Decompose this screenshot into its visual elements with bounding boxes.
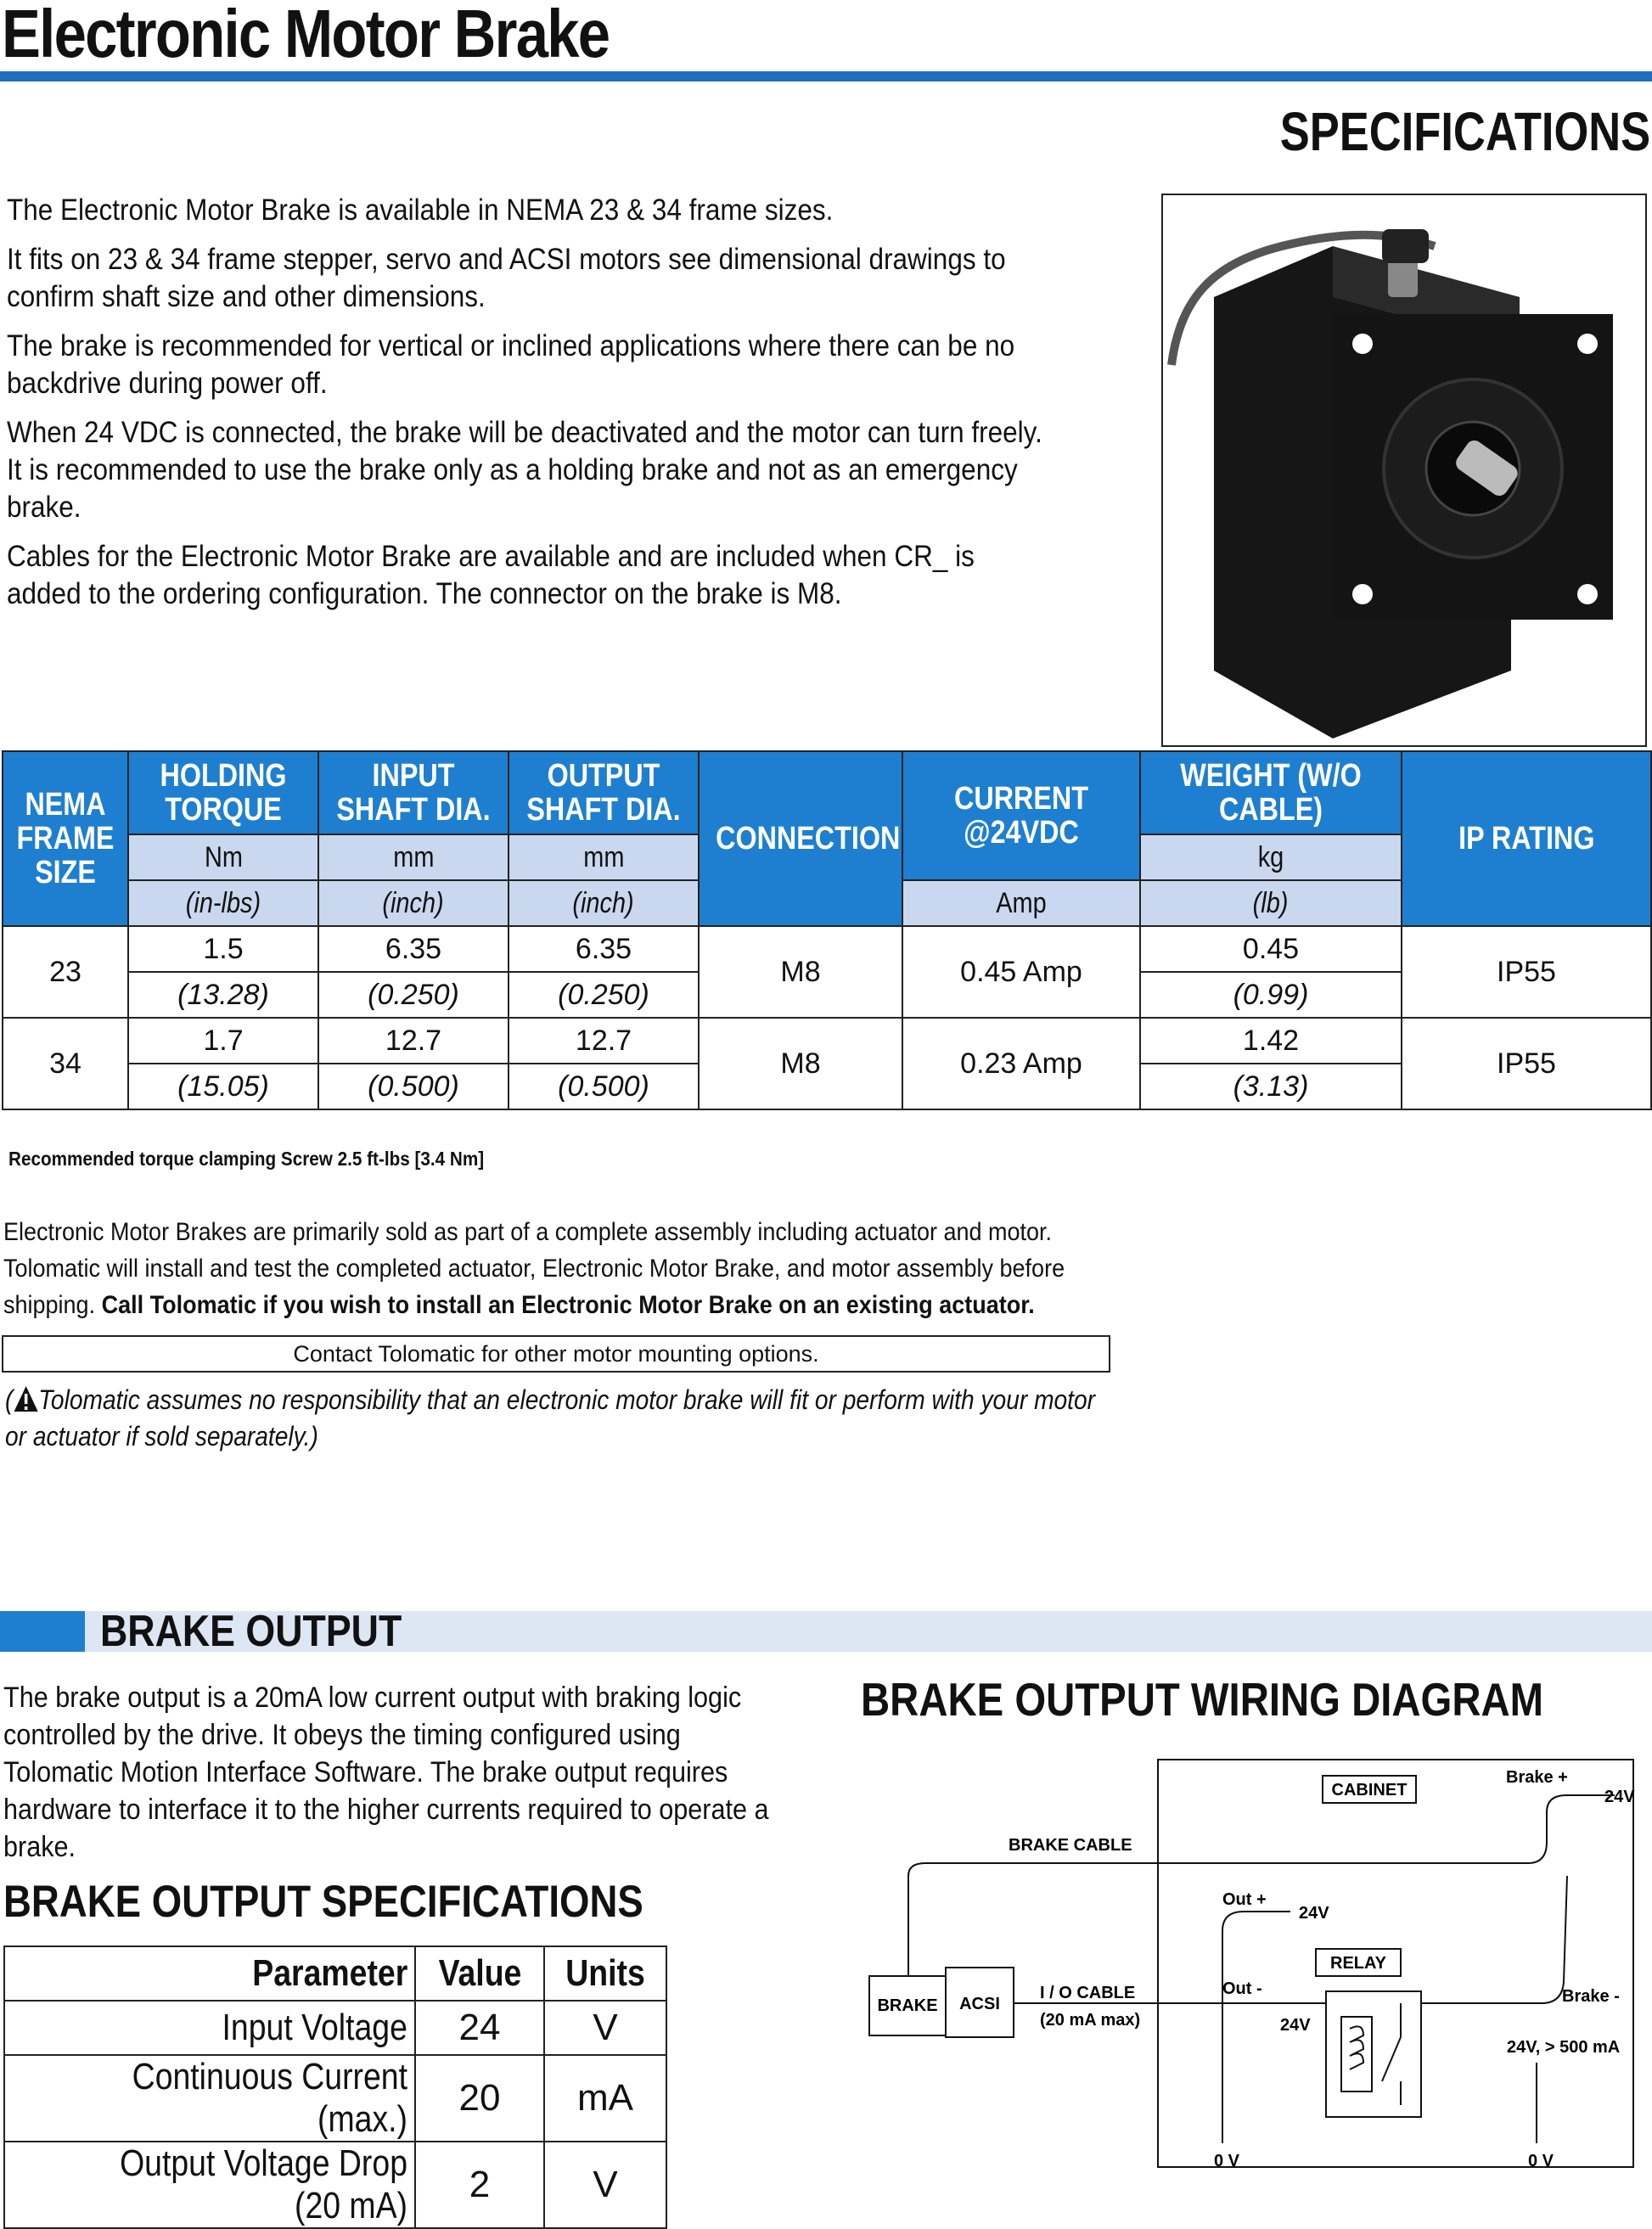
cell-weight: 1.42 bbox=[1140, 1018, 1402, 1064]
table-row bbox=[4, 2001, 666, 2055]
section-heading: SPECIFICATIONS bbox=[1279, 101, 1650, 162]
warning-icon bbox=[13, 1384, 38, 1415]
unit-input-imperial: (inch) bbox=[318, 880, 509, 926]
v24-coil-label: 24V bbox=[1280, 2016, 1311, 2035]
intro-paragraph: Cables for the Electronic Motor Brake are available and are included when CR_ is added to the ordering configuration. The connector on the brake is M8. bbox=[7, 540, 975, 610]
cell-value: 24 bbox=[415, 2001, 544, 2055]
cell-torque-imperial: (13.28) bbox=[128, 972, 318, 1018]
cell-input: 12.7 bbox=[318, 1018, 509, 1064]
cell-weight-imperial: (3.13) bbox=[1140, 1064, 1402, 1109]
header-connection: CONNECTION bbox=[699, 751, 902, 926]
table-row bbox=[4, 2142, 666, 2228]
header-units: Units bbox=[544, 1946, 666, 2001]
disclaimer-text: Tolomatic assumes no responsibility that an electronic motor brake will fit or perform with your motor or actuator if sold separately.) bbox=[5, 1384, 1096, 1451]
wiring-diagram bbox=[857, 1749, 1652, 2172]
intro-paragraph: The Electronic Motor Brake is available in NEMA 23 & 34 frame sizes. bbox=[7, 194, 834, 227]
cell-output: 12.7 bbox=[509, 1018, 699, 1064]
header-input-shaft: INPUT SHAFT DIA. bbox=[318, 751, 509, 834]
header-ip-rating: IP RATING bbox=[1402, 751, 1651, 926]
cell-input-imperial: (0.500) bbox=[318, 1064, 509, 1109]
unit-torque-imperial: (in-lbs) bbox=[128, 880, 318, 926]
unit-current: Amp bbox=[902, 880, 1140, 926]
io-cable-note: (20 mA max) bbox=[1040, 2011, 1141, 2030]
header-parameter: Parameter bbox=[4, 1946, 415, 2001]
cell-units: V bbox=[544, 2001, 666, 2055]
disclaimer bbox=[5, 1382, 1096, 1455]
cell-frame: 23 bbox=[3, 926, 128, 1018]
cell-connection: M8 bbox=[699, 1018, 902, 1109]
unit-output-imperial: (inch) bbox=[509, 880, 699, 926]
header-value: Value bbox=[415, 1946, 544, 2001]
cell-frame: 34 bbox=[3, 1018, 128, 1109]
cell-parameter: Input Voltage bbox=[4, 2001, 415, 2055]
header-output-shaft: OUTPUT SHAFT DIA. bbox=[509, 751, 699, 834]
intro-paragraph: When 24 VDC is connected, the brake will be deactivated and the motor can turn freely. It is recommended to use the brake only as a holding brake and not as an emergency brake. bbox=[7, 416, 1042, 524]
cell-weight: 0.45 bbox=[1140, 926, 1402, 972]
cell-connection: M8 bbox=[699, 926, 902, 1018]
cell-output: 6.35 bbox=[509, 926, 699, 972]
relay-box bbox=[1326, 1991, 1421, 2117]
intro-paragraph: It fits on 23 & 34 frame stepper, servo and ACSI motors see dimensional drawings to confirm shaft size and other dimensions. bbox=[7, 243, 1006, 313]
brake-minus-label: Brake - bbox=[1562, 1987, 1620, 2006]
brake-plus-label: Brake + bbox=[1506, 1768, 1568, 1787]
cell-input: 6.35 bbox=[318, 926, 509, 972]
cell-input-imperial: (0.250) bbox=[318, 972, 509, 1018]
cabinet-label: CABINET bbox=[1331, 1781, 1408, 1799]
cell-current: 0.23 Amp bbox=[902, 1018, 1140, 1109]
zero-v-right-label: 0 V bbox=[1528, 2152, 1554, 2170]
header-current: CURRENT @24VDC bbox=[902, 751, 1140, 880]
brake-output-band-marker bbox=[0, 1611, 85, 1652]
unit-weight-imperial: (lb) bbox=[1140, 880, 1402, 926]
brake-output-spec-heading: BRAKE OUTPUT SPECIFICATIONS bbox=[3, 1877, 643, 1927]
io-cable-label: I / O CABLE bbox=[1040, 1984, 1136, 2002]
brake-output-heading: BRAKE OUTPUT bbox=[100, 1607, 402, 1656]
acsi-box-label: ACSI bbox=[959, 1995, 1000, 2013]
title-rule bbox=[0, 71, 1652, 81]
header-holding-torque: HOLDING TORQUE bbox=[128, 751, 318, 834]
cell-units: V bbox=[544, 2142, 666, 2228]
unit-input-metric: mm bbox=[318, 834, 509, 880]
brake-minus-wire bbox=[1421, 1876, 1567, 2003]
brake-product-photo bbox=[1161, 194, 1647, 747]
brake-output-spec-table bbox=[3, 1945, 667, 2229]
table-row bbox=[3, 1018, 1651, 1064]
cell-value: 2 bbox=[415, 2142, 544, 2228]
out-minus-label: Out - bbox=[1222, 1979, 1262, 1998]
unit-weight-metric: kg bbox=[1140, 834, 1402, 880]
intro-text bbox=[7, 192, 1144, 625]
unit-torque-metric: Nm bbox=[128, 834, 318, 880]
unit-output-metric: mm bbox=[509, 834, 699, 880]
cell-parameter: Output Voltage Drop (20 mA) bbox=[4, 2142, 415, 2228]
wiring-diagram-heading: BRAKE OUTPUT WIRING DIAGRAM bbox=[861, 1673, 1544, 1726]
table-header-row bbox=[4, 1946, 666, 2001]
disclaimer-paren: ( bbox=[5, 1384, 14, 1415]
v24-out-label: 24V bbox=[1299, 1904, 1329, 1923]
brake-cable-label: BRAKE CABLE bbox=[1009, 1836, 1132, 1855]
v24-spec-label: 24V, > 500 mA bbox=[1507, 2038, 1621, 2057]
torque-note: Recommended torque clamping Screw 2.5 ft-lbs [3.4 Nm] bbox=[8, 1148, 485, 1170]
brake-box-label: BRAKE bbox=[877, 1996, 938, 2015]
contact-box: Contact Tolomatic for other motor mounting options. bbox=[2, 1335, 1110, 1373]
table-row bbox=[4, 2055, 666, 2142]
cell-value: 20 bbox=[415, 2055, 544, 2142]
cell-output-imperial: (0.500) bbox=[509, 1064, 699, 1109]
out-plus-label: Out + bbox=[1222, 1890, 1267, 1909]
v24-top-label: 24V bbox=[1604, 1788, 1635, 1806]
page-title: Electronic Motor Brake bbox=[2, 0, 610, 71]
table-row bbox=[3, 926, 1651, 972]
relay-label: RELAY bbox=[1330, 1954, 1386, 1973]
cell-parameter: Continuous Current (max.) bbox=[4, 2055, 415, 2142]
cell-output-imperial: (0.250) bbox=[509, 972, 699, 1018]
cell-ip: IP55 bbox=[1402, 1018, 1651, 1109]
cell-units: mA bbox=[544, 2055, 666, 2142]
header-frame-size: NEMA FRAME SIZE bbox=[3, 751, 128, 926]
assembly-note-bold: Call Tolomatic if you wish to install an Electronic Motor Brake on an existing actuator. bbox=[101, 1291, 1035, 1319]
cell-torque-imperial: (15.05) bbox=[128, 1064, 318, 1109]
zero-v-left-label: 0 V bbox=[1214, 2152, 1240, 2170]
cell-torque: 1.7 bbox=[128, 1018, 318, 1064]
assembly-note-text: Electronic Motor Brakes are primarily sold as part of a complete assembly including actuator and motor. Tolomatic will install and test the completed actuator, Electronic Motor Brake, and motor assembly before shipping. bbox=[3, 1218, 1065, 1319]
cell-torque: 1.5 bbox=[128, 926, 318, 972]
cell-current: 0.45 Amp bbox=[902, 926, 1140, 1018]
specifications-table bbox=[2, 750, 1652, 1110]
cell-weight-imperial: (0.99) bbox=[1140, 972, 1402, 1018]
cell-ip: IP55 bbox=[1402, 926, 1651, 1018]
brake-output-description: The brake output is a 20mA low current output with braking logic controlled by the drive. It obeys the timing configured using Tolomatic Motion Interface Software. The brake output requires hardware to interface it to the higher currents required to operate a brake. bbox=[3, 1682, 769, 1863]
intro-paragraph: The brake is recommended for vertical or inclined applications where there can be no backdrive during power off. bbox=[7, 329, 1015, 400]
assembly-note bbox=[3, 1214, 1073, 1323]
header-weight: WEIGHT (W/O CABLE) bbox=[1140, 751, 1402, 834]
